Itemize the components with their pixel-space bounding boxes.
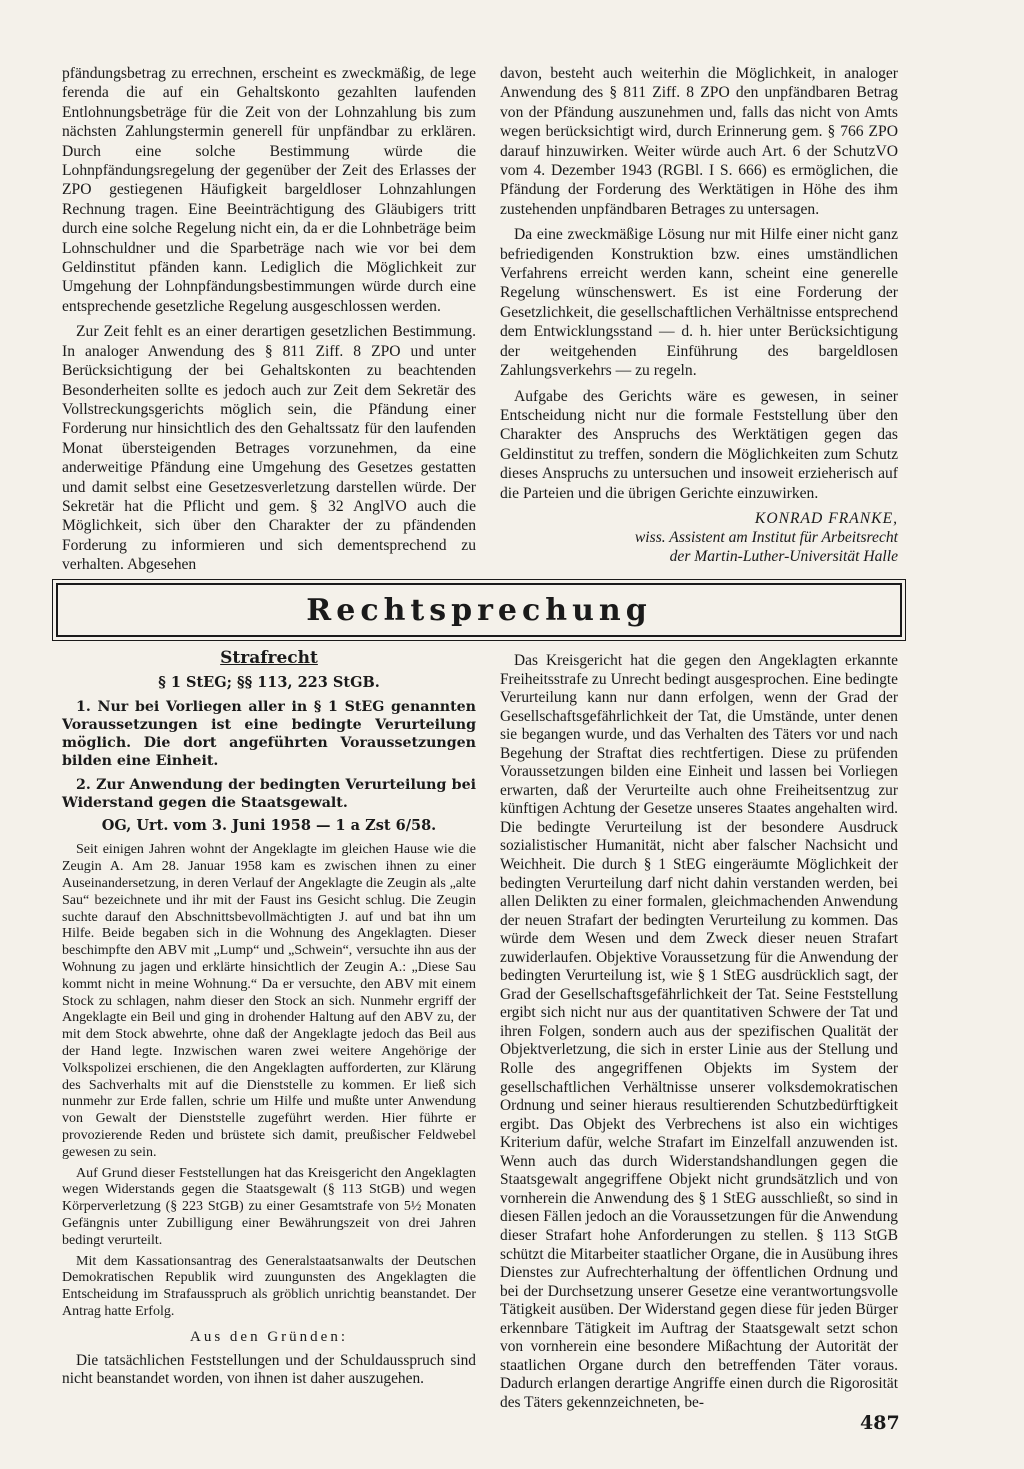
paragraph: Aufgabe des Gerichts wäre es gewesen, in seiner Entscheidung nicht nur die formale Feststellung über den Charakter des Anspruchs des Werktätigen gegen das Geldinstitut zu treffen, sondern die Möglichkeiten zum Schutz dieses Anspruchs zu untersuchen und insoweit erzieherisch auf die Parteien und die übrigen Gerichte einzuwirken.: [500, 387, 898, 502]
paragraph: Seit einigen Jahren wohnt der Angeklagte im gleichen Hause wie die Zeugin A. Am 28. Januar 1958 kam es zwischen ihnen zu einer Auseinandersetzung, in deren Verlauf der Angeklagte die Zeugin als „alte Sau“ bezeichnete und ihr mit der Faust ins Gesicht schlug. Die Zeugin suchte darauf den Abschnittsbevollmächtigten J. auf und bat ihn um Hilfe. Beide begaben sich in die Wohnung des Angeklagten. Dieser beschimpfte den ABV mit „Lump“ und „Schwein“, versuchte ihn aus der Wohnung zu jagen und erklärte hinsichtlich der Zeugin A.: „Diese Sau kommt nicht in meine Wohnung.“ Da er versuchte, den ABV mit einem Stock zu schlagen, nahm dieser den Stock an sich. Nunmehr ergriff der Angeklagte ein Beil und ging in drohender Haltung auf den ABV zu, der mit dem Stock abwehrte, ohne daß der Angeklagte jedoch das Beil aus der Hand legte. Inzwischen waren zwei weitere Angehörige der Volkspolizei erschienen, die den Angeklagten aufforderten, zur Klärung des Sachverhalts mit auf die Dienststelle zu kommen. Er ließ sich nunmehr zur Erde fallen, schrie um Hilfe und mußte unter Anwendung von Gewalt der Dienststelle zugeführt werden. Hier führte er provozierende Reden und brüstete sich damit, preußischer Feldwebel gewesen zu sein.: [62, 842, 476, 1160]
paragraph: davon, besteht auch weiterhin die Möglichkeit, in analoger Anwendung des § 811 Ziff. 8 ZPO den unpfändbaren Betrag von der Pfändung auszunehmen und, falls das nicht von Amts wegen berücksichtigt wird, durch Erinnerung gem. § 766 ZPO darauf hinzuwirken. Weiter würde auch Art. 6 der SchutzVO vom 4. Dezember 1943 (RGBl. I S. 666) es ermöglichen, die Pfändung der Forderung des Werktätigen in Höhe des ihm zustehenden unpfändbaren Betrages zu untersagen.: [500, 65, 898, 218]
author-affiliation: wiss. Assistent am Institut für Arbeitsrecht: [634, 528, 898, 546]
paragraph: Auf Grund dieser Feststellungen hat das Kreisgericht den Angeklagten wegen Widerstands gegen die Staatsgewalt (§ 113 StGB) und wegen Körperverletzung (§ 223 StGB) zu einer Gesamtstrafe von 5½ Monaten Gefängnis unter Zubilligung einer Bewährungszeit von drei Jahren bedingt verurteilt.: [62, 1165, 476, 1248]
author-affiliation: der Martin-Luther-Universität Halle: [669, 547, 898, 565]
paragraph: Da eine zweckmäßige Lösung nur mit Hilfe einer nicht ganz befriedigenden Konstruktion bzw. eines umständlichen Verfahrens erreicht werden kann, scheint eine generelle Regelung wünschenswert. Es ist eine Forderung der Gesetzlichkeit, die gesellschaftlichen Verhältnisse entsprechend dem Entwicklungsstand — d. h. hier unter Berücksichtigung der weitgehenden Einführung des bargeldlosen Zahlungsverkehrs — zu regeln.: [500, 226, 898, 380]
paragraph: Die tatsächlichen Feststellungen und der Schuldausspruch sind nicht beanstandet worden, von ihnen ist daher auszugehen.: [62, 1351, 476, 1387]
case-citation: OG, Urt. vom 3. Juni 1958 — 1 a Zst 6/58.: [101, 816, 437, 834]
grounds-heading: Aus den Gründen:: [190, 1328, 348, 1345]
headnote: 2. Zur Anwendung der bedingten Verurteilung bei Widerstand gegen die Staatsgewalt.: [62, 776, 476, 811]
page-number: 487: [860, 1412, 900, 1434]
section-banner: [56, 583, 902, 637]
bottom-left-column: [62, 650, 476, 1393]
top-right-column: [500, 64, 898, 566]
banner-title: Rechtsprechung: [306, 592, 652, 628]
paragraph: Zur Zeit fehlt es an einer derartigen gesetzlichen Bestimmung. In analoger Anwendung des § 811 Ziff. 8 ZPO und unter Berücksichtigung der bei Gehaltskonten zu beachtenden Besonderheiten sollte es jedoch auch zur Zeit dem Sekretär des Vollstreckungsgerichts möglich sein, die Pfändung einer Forderung nur hinsichtlich des den Gehaltssatz für den laufenden Monat übersteigenden Betrages vorzunehmen, da eine anderweitige Pfändung eine Umgehung des Gesetzes gestatten und damit selbst eine Gesetzesverletzung darstellen würde. Der Sekretär hat die Pflicht und gem. § 32 AnglVO auch die Möglichkeit, sich über den Charakter der zu pfändenden Forderung zu informieren und sich dementsprechend zu verhalten. Abgesehen: [62, 323, 476, 574]
author-block: [500, 509, 898, 566]
norm-reference: § 1 StEG; §§ 113, 223 StGB.: [158, 673, 380, 691]
bottom-right-column: [500, 652, 898, 1412]
top-left-column: [62, 64, 476, 581]
paragraph: pfändungsbetrag zu errechnen, erscheint es zweckmäßig, de lege ferenda die auf ein Gehaltskonto gezahlten laufenden Entlohnungsbeträge für die Zeit von der Lohnzahlung bis zum nächsten Zahlungstermin generell für unpfändbar zu erklären. Durch eine solche Bestimmung würde die Lohnpfändungsregelung der gegenüber der Zeit des Erlasses der ZPO gestiegenen Häufigkeit bargeldloser Lohnzahlungen Rechnung tragen. Eine Beeinträchtigung des Gläubigers tritt durch eine solche Regelung nicht ein, da er die Lohnbeträge beim Lohnschuldner und die Sparbeträge nach wie vor bei dem Geldinstitut pfänden kann. Lediglich die Möglichkeit zur Umgehung der Lohnpfändungsbestimmungen würde durch eine entsprechende gesetzliche Regelung ausgeschlossen werden.: [62, 65, 476, 315]
paragraph: Das Kreisgericht hat die gegen den Angeklagten erkannte Freiheitsstrafe zu Unrecht bedingt ausgesprochen. Eine bedingte Verurteilung kann nur dann erfolgen, wenn der Grad der Gesellschaftsgefährlichkeit der Tat, die Umstände, unter denen sie begangen wurde, und das Verhalten des Täters vor und nach Begehung der Straftat dies rechtfertigen. Diese zu prüfenden Voraussetzungen bilden eine Einheit und lassen bei Vorliegen erwarten, daß der Verurteilte auch ohne Freiheitsentzug zur künftigen Achtung der Gesetze unseres Staates angehalten wird. Die bedingte Verurteilung ist der besondere Ausdruck sozialistischer Humanität, nicht aber falscher Nachsicht und Weichheit. Die durch § 1 StEG eingeräumte Möglichkeit der bedingten Verurteilung darf nicht dahin verstanden werden, bei allen Delikten zu einer formalen, gleichmachenden Anwendung der neuen Strafart der bedingten Verurteilung zu kommen. Das würde dem Wesen und dem Zweck dieser neuen Strafart zuwiderlaufen. Objektive Voraussetzung für die Anwendung der bedingten Verurteilung ist, wie § 1 StEG ausdrücklich sagt, der Grad der Gesellschaftsgefährlichkeit der Tat. Seine Feststellung ergibt sich nicht nur aus der quantitativen Schwere der Tat und ihren Folgen, sondern auch aus der spezifischen Qualität der Objektverletzung, die sich in erster Linie aus der Stellung und Rolle des angegriffenen Objekts im System der gesellschaftlichen Verhältnisse unserer volksdemokratischen Ordnung und seiner hieraus resultierenden Schutzbedürftigkeit ergibt. Das Objekt des Verbrechens ist also ein wichtiges Kriterium dafür, welche Strafart im Einzelfall anzuwenden ist. Wenn auch das durch Widerstandshandlungen gegen die Staatsgewalt angegriffene Objekt nicht grundsätzlich und von vornherein die Anwendung des § 1 StEG ausschließt, so sind in diesen Fällen jedoch an die Voraussetzungen für die Anwendung dieser Strafart hohe Anforderungen zu stellen. § 113 StGB schützt die Mitarbeiter staatlicher Organe, die in Ausübung ihres Dienstes zur Aufrechterhaltung der öffentlichen Ordnung und bei der Durchsetzung unserer Gesetze eine verantwortungsvolle Tätigkeit ausüben. Der Widerstand gegen diese für jeden Bürger erkennbare Tätigkeit im Auftrag der Staatsgewalt setzt schon von vornherein eine besondere Mißachtung der Autorität der staatlichen Organe durch den betreffenden Täter voraus. Dadurch erlangen derartige Angriffe einen durch die Rigorosität des Täters gekennzeichneten, be-: [500, 652, 898, 1411]
headnote: 1. Nur bei Vorliegen aller in § 1 StEG genannten Voraussetzungen ist eine bedingte Verurteilung möglich. Die dort angeführten Voraussetzungen bilden eine Einheit.: [62, 698, 476, 769]
section-heading: Strafrecht: [220, 648, 318, 668]
paragraph: Mit dem Kassationsantrag des Generalstaatsanwalts der Deutschen Demokratischen Republik wird zuungunsten des Angeklagten die Entscheidung im Strafausspruch als gröblich unrichtig beanstandet. Der Antrag hatte Erfolg.: [62, 1253, 476, 1319]
author-name: KONRAD FRANKE,: [754, 509, 898, 527]
